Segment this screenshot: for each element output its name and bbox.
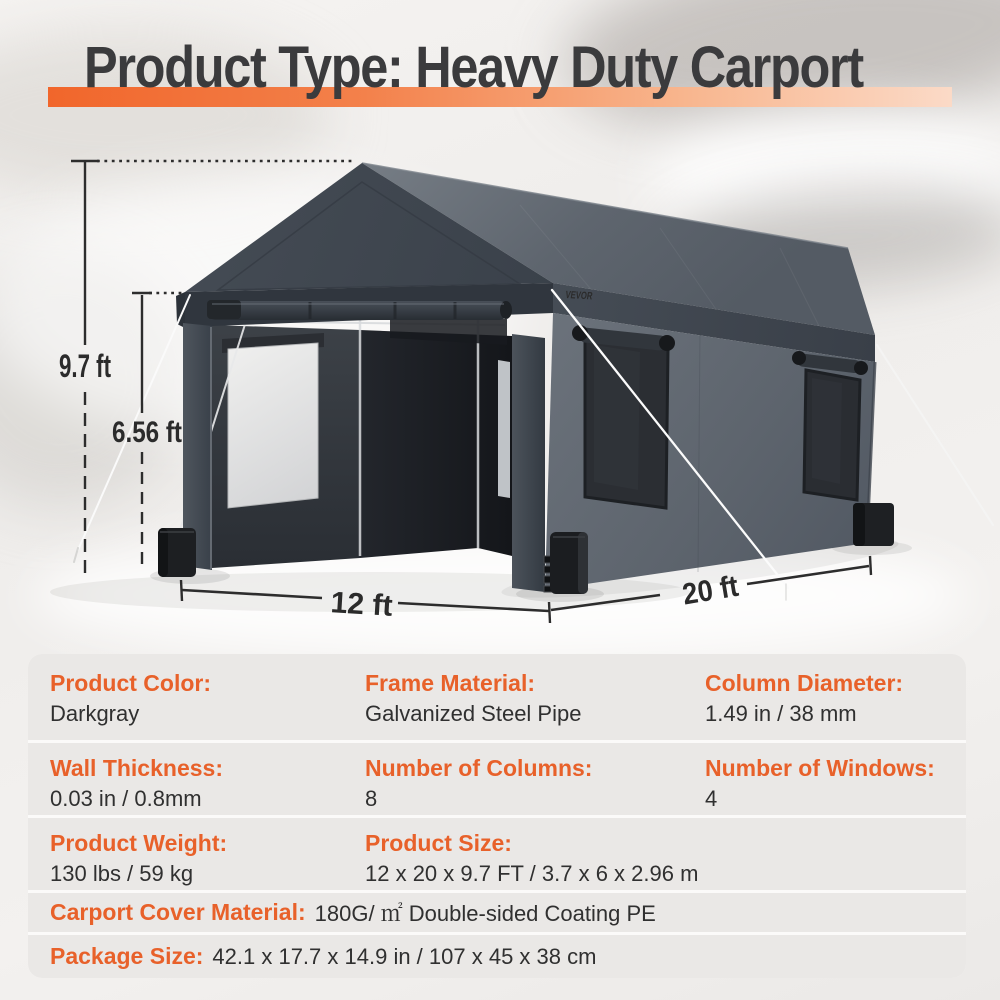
spec-row [28,818,966,890]
interior-white-window [228,343,318,508]
spec-label: Number of Windows: [705,755,935,781]
mesh-window-front [572,325,675,508]
tick [870,556,871,575]
dimension-label-eave-height: 6.56 ft [112,416,182,449]
spec-label: Number of Columns: [365,755,593,781]
spec-row [28,654,966,740]
spec-cell-product-color [50,654,365,740]
brand-logo: VEVOR [564,289,604,303]
spec-label: Product Weight: [50,830,228,856]
dimension-label-total-height: 9.7 ft [59,348,112,384]
page-title: Product Type: Heavy Duty Carport [84,35,863,100]
spec-cell-product-weight [50,818,365,890]
spec-cell-product-size [365,818,966,890]
spec-cell-column-diameter [705,654,966,740]
spec-row-package-size [28,935,966,978]
spec-value: 0.03 in / 0.8mm [50,786,202,811]
spec-label: Product Color: [50,670,211,696]
spec-value: Galvanized Steel Pipe [365,701,582,726]
spec-value: 12 x 20 x 9.7 FT / 3.7 x 6 x 2.96 m [365,861,699,886]
spec-label: Product Size: [365,830,512,856]
spec-row-cover-material [28,893,966,932]
spec-value: 130 lbs / 59 kg [50,861,194,886]
spec-value: Darkgray [50,701,140,726]
spec-label: Carport Cover Material: [50,899,306,925]
spec-cell-number-of-columns [365,743,705,815]
guy-rope-rear [877,345,993,525]
spec-label: Frame Material: [365,670,536,696]
anchor-bag-left [158,528,196,577]
spec-cell-number-of-windows [705,743,966,815]
tick [181,580,182,601]
anchor-bag-middle [550,532,588,594]
spec-label: Package Size: [50,943,204,969]
dimension-label-front-width: 12 ft [329,586,394,623]
spec-value: 180G/ ㎡ Double-sided Coating PE [314,901,656,926]
spec-value: 8 [365,786,378,811]
spec-label: Column Diameter: [705,670,904,696]
spec-value: 4 [705,786,718,811]
spec-row [28,743,966,815]
spec-value: 1.49 in / 38 mm [705,701,857,726]
spec-cell-wall-thickness [50,743,365,815]
spec-panel [28,654,966,978]
tick [549,602,550,623]
spec-label: Wall Thickness: [50,755,223,781]
spec-cell-frame-material [365,654,705,740]
carport-interior [180,316,512,568]
spec-value: 42.1 x 17.7 x 14.9 in / 107 x 45 x 38 cm [212,943,597,969]
anchor-bag-rear [853,503,894,546]
front-right-column [512,334,545,592]
dimension-label-side-length: 20 ft [680,568,747,612]
backlit-side-window-sliver [498,360,510,498]
